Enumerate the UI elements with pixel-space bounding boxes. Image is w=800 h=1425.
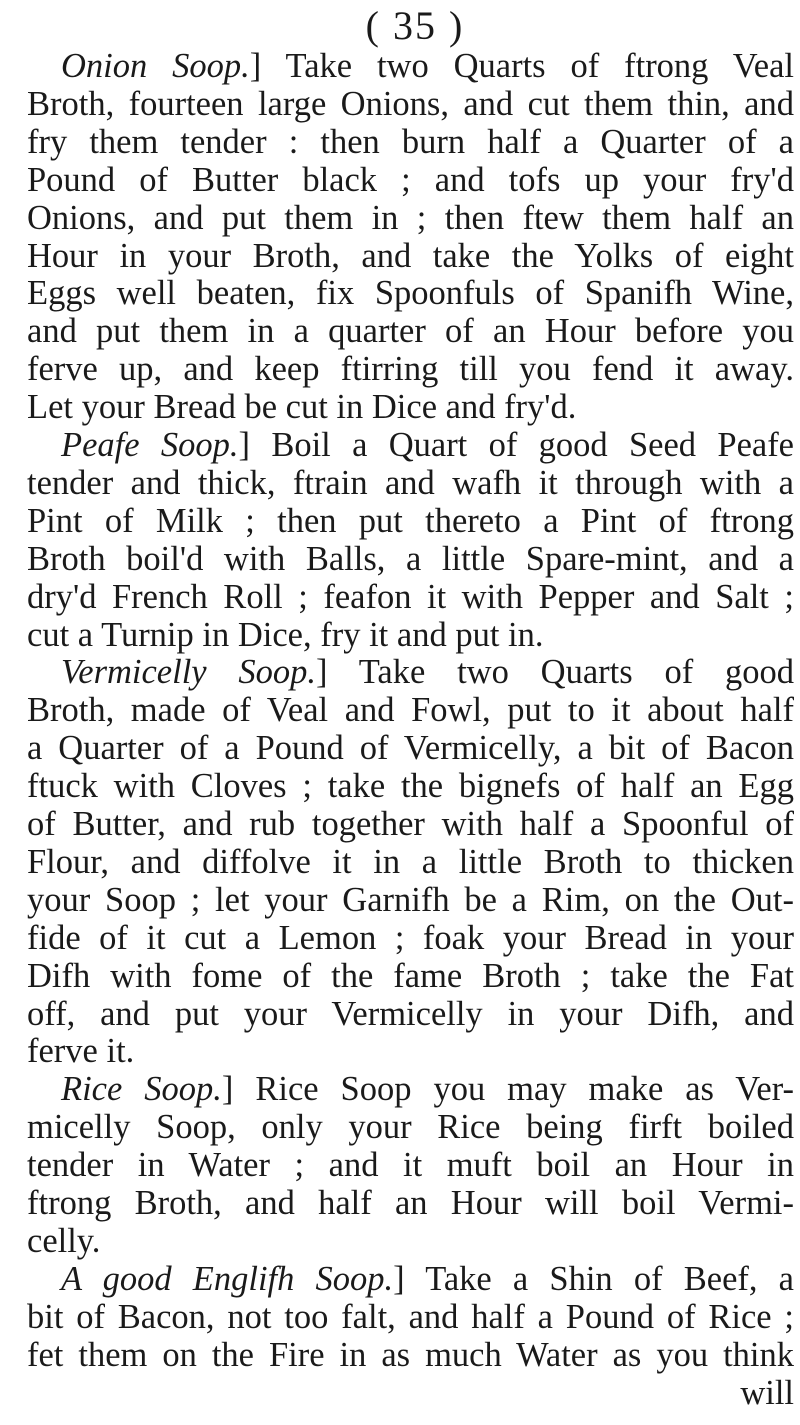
- recipe-heading: Peafe Soop.: [61, 426, 239, 464]
- line-text: dry'd French Roll ; feafon it with Pepper and Salt ;: [27, 577, 794, 616]
- line-text: ferve up, and keep ftirring till you fend it away.: [27, 350, 794, 389]
- recipe-heading: A good Englifh Soop.: [61, 1259, 394, 1298]
- line-text: Pint of Milk ; then put thereto a Pint of ftrong: [27, 501, 794, 540]
- line-text: Broth boil'd with Balls, a little Spare-mint, and a: [27, 539, 794, 578]
- line-text: ] Take a Shin of Beef, a: [393, 1259, 794, 1298]
- line-text: fide of it cut a Lemon ; foak your Bread in your: [27, 918, 794, 957]
- text-line: [27, 1371, 794, 1415]
- line-text: your Soop ; let your Garnifh be a Rim, on the Out-: [27, 880, 794, 919]
- recipe-heading: Rice Soop.: [61, 1070, 222, 1109]
- line-text: Eggs well beaten, fix Spoonfuls of Spanifh Wine,: [27, 274, 794, 313]
- recipe-heading: Vermicelly Soop.: [61, 653, 317, 692]
- line-text: will: [740, 1373, 794, 1412]
- line-text: off, and put your Vermicelly in your Difh, and: [27, 994, 794, 1033]
- line-text: ] Rice Soop you may make as Ver-: [221, 1070, 794, 1109]
- line-text: and put them in a quarter of an Hour before you: [27, 312, 794, 351]
- line-text: Broth, made of Veal and Fowl, put to it about half: [27, 691, 794, 730]
- line-text: tender and thick, ftrain and wafh it through with a: [27, 463, 794, 502]
- line-text: ftrong Broth, and half an Hour will boil Vermi-: [27, 1184, 794, 1222]
- line-text: tender in Water ; and it muft boil an Hour in: [27, 1146, 794, 1185]
- line-text: bit of Bacon, not too falt, and half a Pound of Rice ;: [27, 1297, 794, 1336]
- line-text: celly.: [27, 1221, 101, 1260]
- line-text: Hour in your Broth, and take the Yolks of eight: [27, 236, 794, 275]
- line-text: fet them on the Fire in as much Water as you think: [27, 1335, 794, 1374]
- page-number: ( 35 ): [365, 3, 465, 48]
- line-text: Pound of Butter black ; and tofs up your fry'd: [27, 160, 794, 199]
- line-text: a Quarter of a Pound of Vermicelly, a bit of Bacon: [27, 729, 794, 768]
- line-text: Difh with fome of the fame Broth ; take the Fat: [27, 956, 794, 995]
- line-text: Flour, and diffolve it in a little Broth to thicken: [27, 842, 794, 881]
- line-text: Onions, and put them in ; then ftew them half an: [27, 198, 794, 237]
- line-text: of Butter, and rub together with half a Spoonful of: [27, 805, 794, 843]
- line-text: cut a Turnip in Dice, fry it and put in.: [27, 615, 544, 654]
- line-text: ] Take two Quarts of ftrong Veal: [249, 47, 795, 85]
- line-text: fry them tender : then burn half a Quarter of a: [27, 122, 794, 161]
- line-text: Broth, fourteen large Onions, and cut them thin, and: [27, 84, 794, 123]
- line-text: Let your Bread be cut in Dice and fry'd.: [27, 388, 577, 427]
- line-text: micelly Soop, only your Rice being firft boiled: [27, 1108, 794, 1147]
- line-text: ] Take two Quarts of good: [316, 653, 794, 692]
- line-text: ftuck with Cloves ; take the bignefs of half an Egg: [27, 767, 794, 806]
- recipe-heading: Onion Soop.: [61, 47, 250, 85]
- line-text: ferve it.: [27, 1032, 135, 1071]
- line-text: ] Boil a Quart of good Seed Peafe: [238, 426, 794, 464]
